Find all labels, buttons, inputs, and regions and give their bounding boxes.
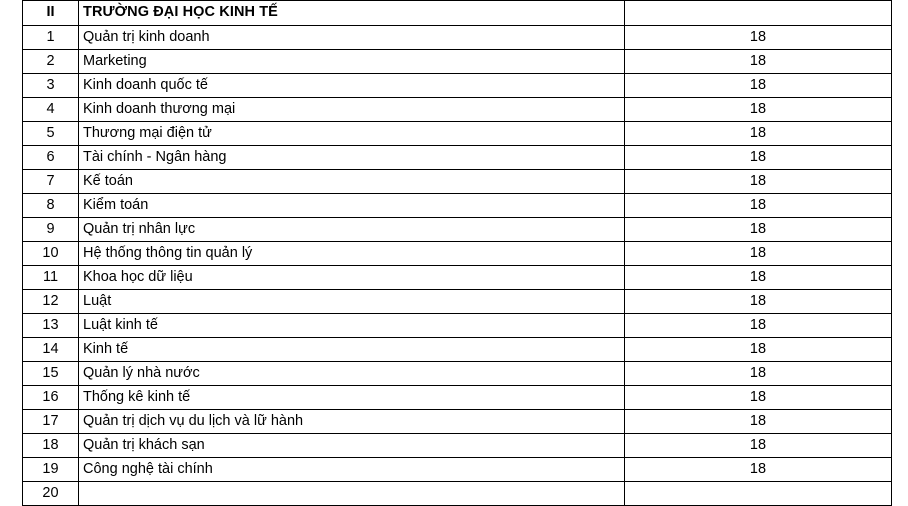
row-count: 18 bbox=[625, 170, 892, 194]
row-major-name: Thống kê kinh tế bbox=[79, 386, 625, 410]
row-index: 4 bbox=[23, 98, 79, 122]
row-index: 8 bbox=[23, 194, 79, 218]
row-count: 18 bbox=[625, 362, 892, 386]
row-index: 11 bbox=[23, 266, 79, 290]
table-row bbox=[23, 386, 892, 410]
row-major-name: Quản lý nhà nước bbox=[79, 362, 625, 386]
row-index: 17 bbox=[23, 410, 79, 434]
section-count bbox=[625, 1, 892, 26]
row-index: 20 bbox=[23, 482, 79, 506]
row-index: 7 bbox=[23, 170, 79, 194]
table-row bbox=[23, 98, 892, 122]
row-major-name: Thương mại điện tử bbox=[79, 122, 625, 146]
section-title: TRƯỜNG ĐẠI HỌC KINH TẾ bbox=[79, 1, 625, 26]
row-index: 10 bbox=[23, 242, 79, 266]
row-count: 18 bbox=[625, 74, 892, 98]
table-row bbox=[23, 50, 892, 74]
row-major-name bbox=[79, 482, 625, 506]
table-row bbox=[23, 434, 892, 458]
table-row bbox=[23, 338, 892, 362]
row-major-name: Quản trị kinh doanh bbox=[79, 26, 625, 50]
table-row bbox=[23, 122, 892, 146]
row-major-name: Quản trị dịch vụ du lịch và lữ hành bbox=[79, 410, 625, 434]
row-count: 18 bbox=[625, 26, 892, 50]
row-count: 18 bbox=[625, 98, 892, 122]
row-major-name: Quản trị nhân lực bbox=[79, 218, 625, 242]
section-numeral: II bbox=[23, 1, 79, 26]
row-major-name: Khoa học dữ liệu bbox=[79, 266, 625, 290]
row-index: 12 bbox=[23, 290, 79, 314]
row-major-name: Công nghệ tài chính bbox=[79, 458, 625, 482]
row-major-name: Kiểm toán bbox=[79, 194, 625, 218]
row-major-name: Luật kinh tế bbox=[79, 314, 625, 338]
row-index: 2 bbox=[23, 50, 79, 74]
row-count: 18 bbox=[625, 242, 892, 266]
row-index: 5 bbox=[23, 122, 79, 146]
table-row bbox=[23, 170, 892, 194]
table-row bbox=[23, 410, 892, 434]
table-row bbox=[23, 458, 892, 482]
row-major-name: Kinh doanh quốc tế bbox=[79, 74, 625, 98]
row-count: 18 bbox=[625, 50, 892, 74]
row-count: 18 bbox=[625, 194, 892, 218]
row-major-name: Kinh tế bbox=[79, 338, 625, 362]
majors-table-body bbox=[23, 1, 892, 506]
row-index: 19 bbox=[23, 458, 79, 482]
table-section-header-row bbox=[23, 1, 892, 26]
table-row-partial bbox=[23, 482, 892, 506]
row-index: 3 bbox=[23, 74, 79, 98]
row-index: 9 bbox=[23, 218, 79, 242]
table-row bbox=[23, 242, 892, 266]
row-count: 18 bbox=[625, 218, 892, 242]
row-major-name: Tài chính - Ngân hàng bbox=[79, 146, 625, 170]
row-count: 18 bbox=[625, 146, 892, 170]
row-index: 6 bbox=[23, 146, 79, 170]
row-index: 16 bbox=[23, 386, 79, 410]
row-index: 1 bbox=[23, 26, 79, 50]
row-count: 18 bbox=[625, 314, 892, 338]
row-count: 18 bbox=[625, 290, 892, 314]
table-row bbox=[23, 26, 892, 50]
majors-table bbox=[22, 0, 892, 506]
row-count: 18 bbox=[625, 122, 892, 146]
row-index: 15 bbox=[23, 362, 79, 386]
row-index: 13 bbox=[23, 314, 79, 338]
row-count: 18 bbox=[625, 410, 892, 434]
row-count: 18 bbox=[625, 434, 892, 458]
table-row bbox=[23, 146, 892, 170]
row-index: 18 bbox=[23, 434, 79, 458]
row-count: 18 bbox=[625, 338, 892, 362]
table-row bbox=[23, 362, 892, 386]
table-row bbox=[23, 266, 892, 290]
table-row bbox=[23, 74, 892, 98]
row-major-name: Quản trị khách sạn bbox=[79, 434, 625, 458]
table-row bbox=[23, 314, 892, 338]
row-major-name: Hệ thống thông tin quản lý bbox=[79, 242, 625, 266]
row-count: 18 bbox=[625, 266, 892, 290]
table-row bbox=[23, 194, 892, 218]
row-major-name: Kinh doanh thương mại bbox=[79, 98, 625, 122]
row-count bbox=[625, 482, 892, 506]
row-major-name: Marketing bbox=[79, 50, 625, 74]
row-count: 18 bbox=[625, 458, 892, 482]
row-count: 18 bbox=[625, 386, 892, 410]
row-major-name: Luật bbox=[79, 290, 625, 314]
row-index: 14 bbox=[23, 338, 79, 362]
table-row bbox=[23, 290, 892, 314]
row-major-name: Kế toán bbox=[79, 170, 625, 194]
table-row bbox=[23, 218, 892, 242]
